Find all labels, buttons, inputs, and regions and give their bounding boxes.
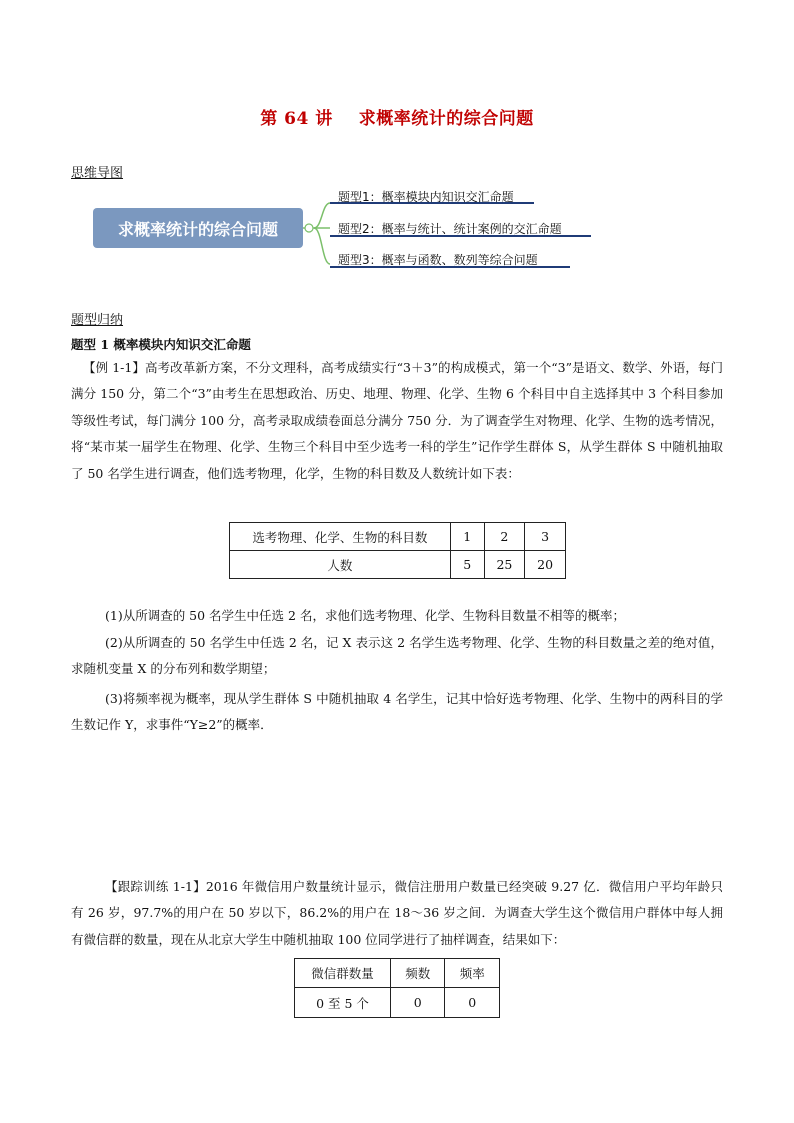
- table-row: [230, 551, 566, 579]
- type1-heading: 题型 1 概率模块内知识交汇命题: [71, 337, 251, 352]
- example-table: [229, 522, 566, 579]
- table-row: [230, 523, 566, 551]
- table-cell: 微信群数量: [295, 959, 391, 988]
- lecture-number: 第 64 讲: [260, 109, 333, 129]
- mindmap-heading: 思维导图: [71, 166, 124, 181]
- mindmap-root: 求概率统计的综合问题: [93, 208, 303, 248]
- example-paragraph: [71, 355, 723, 487]
- table-cell: 频率: [445, 959, 500, 988]
- table-cell: 1: [450, 523, 484, 551]
- table-cell: 20: [525, 551, 566, 579]
- table-cell: 3: [525, 523, 566, 551]
- mindmap-branch-1: 题型1：概率模块内知识交汇命题: [338, 190, 514, 204]
- mindmap-branch-2: 题型2：概率与统计、统计案例的交汇命题: [338, 222, 562, 236]
- table-row: [295, 988, 500, 1018]
- mindmap-node-dot: [305, 224, 313, 232]
- example-label: 【例 1-1】: [83, 360, 146, 375]
- table-cell: 0: [445, 988, 500, 1018]
- training-table: [294, 958, 500, 1018]
- table-cell: 0: [390, 988, 445, 1018]
- question-1: (1)从所调查的 50 名学生中任选 2 名，求他们选考物理、化学、生物科目数量不相等的概率；: [105, 608, 625, 623]
- example-text: 高考改革新方案，不分文理科，高考成绩实行“3＋3”的构成模式，第一个“3”是语文、数学、外语，每门满分 150 分，第二个“3”由考生在思想政治、历史、地理、物理、化学、生物 6 个科目中自主选择其中 3 个科目参加等级性考试，每门满分 100 分，高考录取成绩卷面总分满分 750 分．为了调查学生对物理、化学、生物的选考情况，将“某市某一届学生在物理、化学、生物三个科目中至少选考一科的学生”记作学生群体 S，从学生群体 S 中随机抽取了 50 名学生进行调查，他们选考物理，化学，生物的科目数及人数统计如下表：: [71, 360, 723, 481]
- question-2: (2)从所调查的 50 名学生中任选 2 名，记 X 表示这 2 名学生选考物理、化学、生物的科目数量之差的绝对值，求随机变量 X 的分布列和数学期望；: [71, 635, 723, 677]
- table-cell: 0 至 5 个: [295, 988, 391, 1018]
- summary-heading: 题型归纳: [71, 313, 124, 328]
- mindmap-branch-3: 题型3：概率与函数、数列等综合问题: [338, 253, 538, 267]
- table-cell: 2: [484, 523, 525, 551]
- lecture-topic: 求概率统计的综合问题: [358, 109, 534, 129]
- training-text: 2016 年微信用户数量统计显示，微信注册用户数量已经突破 9.27 亿．微信用户平均年龄只有 26 岁，97.7%的用户在 50 岁以下，86.2%的用户在 18～36 岁之间．为调查大学生这个微信用户群体中每人拥有微信群的数量，现在从北京大学生中随机抽取 100 位同学进行了抽样调查，结果如下：: [71, 879, 723, 947]
- training-label: 【跟踪训练 1-1】: [105, 879, 206, 894]
- table-cell: 5: [450, 551, 484, 579]
- table-cell: 频数: [390, 959, 445, 988]
- table-row: [295, 959, 500, 988]
- training-paragraph: [71, 874, 723, 953]
- table-cell: 25: [484, 551, 525, 579]
- table-cell: 人数: [230, 551, 451, 579]
- question-3: (3)将频率视为概率，现从学生群体 S 中随机抽取 4 名学生，记其中恰好选考物理、化学、生物中的两科目的学生数记作 Y，求事件“Y≥2”的概率．: [71, 691, 723, 733]
- table-cell: 选考物理、化学、生物的科目数: [230, 523, 451, 551]
